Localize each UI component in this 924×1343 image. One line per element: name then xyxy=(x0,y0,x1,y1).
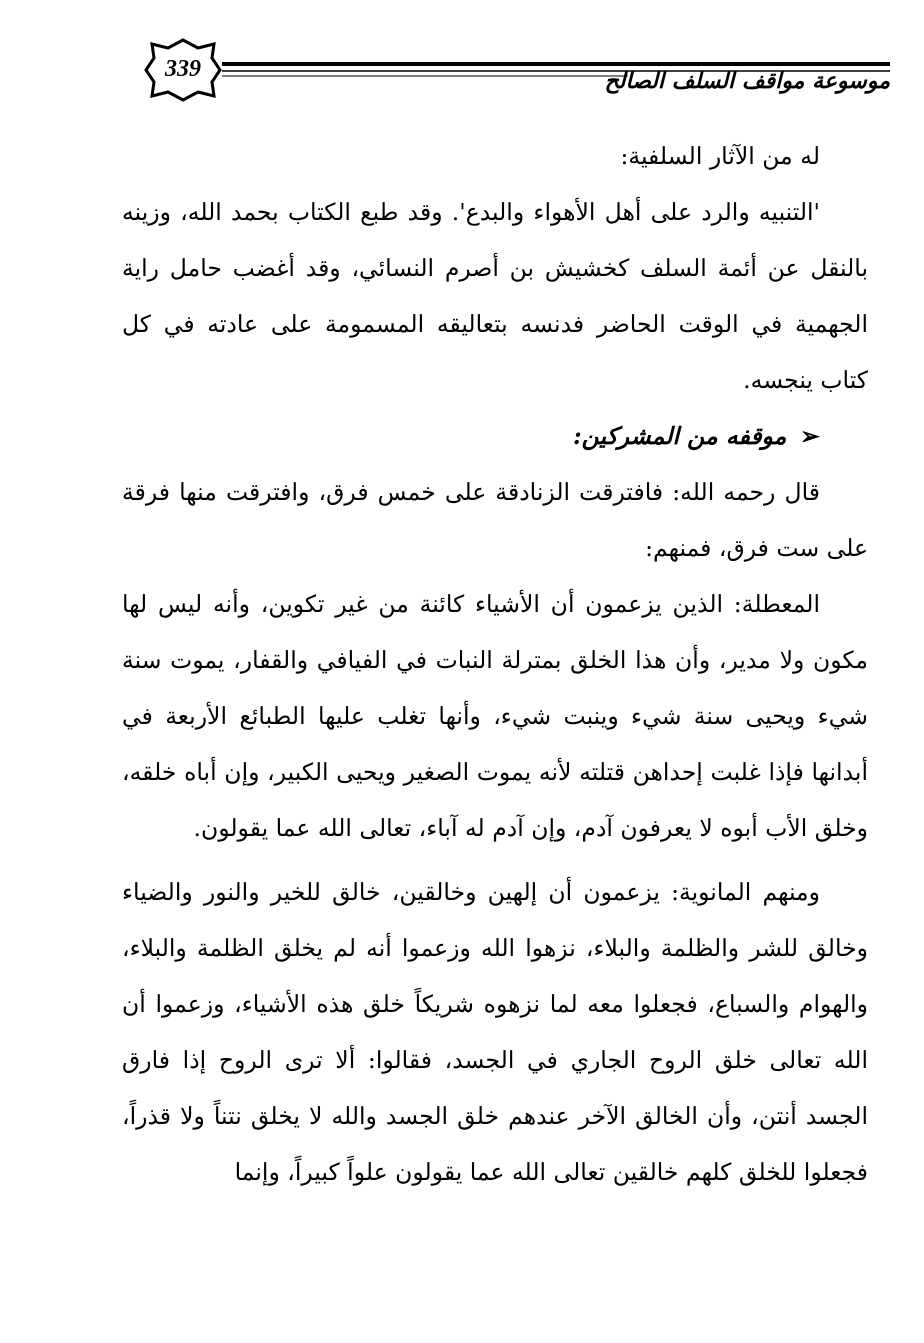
page-number: 339 xyxy=(165,56,201,82)
paragraph-3: قال رحمه الله: فافترقت الزنادقة على خمس فرق، وافترقت منها فرقة على ست فرق، فمنهم: xyxy=(122,478,868,562)
paragraph-2: 'التنبيه والرد على أهل الأهواء والبدع'. وقد طبع الكتاب بحمد الله، وزينه بالنقل عن أئمة السلف كخشيش بن أصرم النسائي، وقد أغضب حامل راية الجهمية في الوقت الحاضر فدنسه بتعاليقه المسمومة على عادته في كل كتاب ينجسه. xyxy=(122,198,868,394)
page-body xyxy=(122,128,868,1200)
paragraph-1: له من الآثار السلفية: xyxy=(620,142,820,170)
page-header xyxy=(128,38,890,108)
paragraph-5: ومنهم المانوية: يزعمون أن إلهين وخالقين، خالق للخير والنور والضياء وخالق للشر والظلمة والبلاء، نزهوا الله وزعموا أنه لم يخلق الظلمة والبلاء، والهوام والسباع، فجعلوا معه لما نزهوه شريكاً خلق هذه الأشياء، وزعموا أن الله تعالى خلق الروح الجاري في الجسد، فقالوا: ألا ترى الروح إذا فارق الجسد أنتن، وأن الخالق الآخر عندهم خلق الجسد والله لا يخلق نتناً ولا قذراً، فجعلوا للخلق كلهم خالقين تعالى الله عما يقولون علواً كبيراً، وإنما xyxy=(122,878,868,1186)
section-heading-text: موقفه من المشركين: xyxy=(572,422,787,450)
paragraph-4: المعطلة: الذين يزعمون أن الأشياء كائنة من غير تكوين، وأنه ليس لها مكون ولا مدير، وأن هذا الخلق بمترلة النبات في الفيافي والقفار، يموت سنة شيء ويحيى سنة شيء وينبت شيء، وأنها تغلب عليها الطبائع الأربعة في أبدانها فإذا غلبت إحداهن قتلته لأنه يموت الصغير ويحيى الكبير، وإن أباه خلقه، وخلق الأب أبوه لا يعرفون آدم، وإن آدم له آباء، تعالى الله عما يقولون. xyxy=(122,590,868,842)
section-heading xyxy=(122,408,868,464)
series-title: موسوعة مواقف السلف الصالح xyxy=(604,68,890,94)
arrow-icon: ➢ xyxy=(800,422,820,450)
